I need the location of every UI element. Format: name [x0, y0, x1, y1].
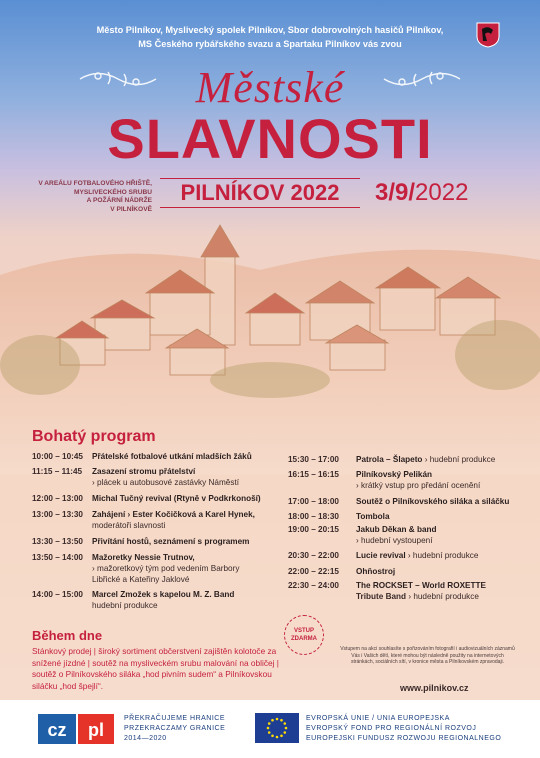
eu-star-icon — [285, 727, 288, 730]
title-slavnosti: SLAVNOSTI — [107, 107, 433, 170]
program-time: 12:00 – 13:00 — [32, 494, 83, 503]
program-event: Mažoretky Nessie Trutnov, — [92, 553, 195, 562]
program-event: Tombola — [356, 512, 390, 521]
eu-star-icon — [283, 722, 286, 725]
program-left-list — [32, 452, 282, 632]
program-event: Zahájení › Ester Kočičková a Karel Hynek, — [92, 510, 255, 519]
program-time: 18:00 – 18:30 — [288, 512, 339, 521]
organizers-line-1: Město Pilníkov, Myslivecký spolek Pilníkov, Sbor dobrovolných hasičů Pilníkov, — [96, 25, 444, 35]
program-event: Patrola – Šlapeto › hudební produkce — [356, 455, 496, 464]
eu-star-icon — [280, 734, 283, 737]
program-event: Lucie revival › hudební produkce — [356, 551, 479, 560]
place-label: PILNÍKOV 2022 — [160, 178, 360, 208]
during-title: Během dne — [32, 628, 103, 643]
program-detail: › hudební produkce — [405, 551, 479, 560]
program-event: Zasazení stromu přátelství — [92, 467, 196, 476]
program-time: 15:30 – 17:00 — [288, 455, 339, 464]
program-time: 16:15 – 16:15 — [288, 470, 339, 479]
program-right-list — [288, 455, 528, 605]
program-detail: › hudební produkce — [422, 455, 496, 464]
date-day-month: 3/9/ — [375, 179, 416, 206]
program-event: Marcel Zmožek s kapelou M. Z. Band — [92, 590, 235, 599]
stamp-line: ZDARMA — [291, 635, 317, 642]
eu-star-icon — [268, 722, 271, 725]
eu-star-icon — [267, 727, 270, 730]
eu-star-icon — [271, 719, 274, 722]
eu-fund-text — [306, 714, 501, 744]
program-time: 19:00 – 20:15 — [288, 525, 339, 534]
program-detail: › plácek u autobusové zastávky Náměstí — [92, 478, 239, 487]
eu-line: EVROPSKÁ UNIE / UNIA EUROPEJSKA — [306, 715, 450, 722]
program-event: Ohňostroj — [356, 567, 396, 576]
eu-flag-icon — [255, 713, 299, 743]
date-year: 2022 — [415, 179, 469, 206]
eu-star-icon — [283, 731, 286, 734]
eu-line: EUROPEJSKI FUNDUSZ ROZWOJU REGIONALNEGO — [306, 735, 502, 742]
eu-star-icon — [276, 736, 279, 739]
program-event: Pilníkovský Pelikán — [356, 470, 433, 479]
consent-text: Vstupem na akci souhlasíte s pořizováním fotografií i audiovizuálních záznamů Vás i Vašich dětí, které mohou být následně použity na internetových stránkách, sociálních sítí, v kronice města a Pilníkovském zpravodaji. — [340, 646, 515, 666]
title-mestske: Městské — [195, 63, 345, 112]
organizers-line-2: MS Českého rybářského svazu a Spartaku Pilníkov vás zvou — [138, 38, 402, 49]
venue-line: A POŽÁRNÍ NÁDRŽE — [86, 197, 152, 204]
program-time: 20:30 – 22:00 — [288, 551, 339, 560]
eu-star-icon — [268, 731, 271, 734]
czpl-line: PRZEKRACZAMY GRANICE — [124, 725, 226, 732]
venue-line: MYSLIVECKÉHO SRUBU — [73, 188, 152, 196]
program-event: The ROCKSET – World ROXETTE — [356, 581, 486, 590]
venue-text — [22, 180, 152, 214]
program-time: 10:00 – 10:45 — [32, 452, 83, 461]
eu-star-icon — [271, 734, 274, 737]
program-detail: moderátoři slavnosti — [92, 521, 166, 530]
eu-line: EVROPSKÝ FOND PRO REGIONÁLNÍ ROZVOJ — [306, 725, 477, 732]
svg-text:pl: pl — [88, 720, 104, 740]
program-detail: › mažoretkový tým pod vedením Barbory — [92, 564, 240, 573]
program-event: Soutěž o Pilníkovského siláka a siláčku — [356, 497, 510, 506]
program-detail: › krátký vstup pro předání ocenění — [356, 481, 481, 490]
program-event: Jakub Děkan & band — [356, 525, 437, 534]
program-event: Michal Tučný revival (Rtyně v Podkrkonoší) — [92, 494, 261, 503]
program-detail: hudební produkce — [92, 601, 158, 610]
program-time: 13:00 – 13:30 — [32, 510, 83, 519]
czpl-logo-icon — [38, 714, 114, 744]
program-time: 13:50 – 14:00 — [32, 553, 83, 562]
program-event: Přátelské fotbalové utkání mladších žáků — [92, 452, 252, 461]
during-text: Stánkový prodej | široký sortiment občerstvení zajištěn kolotoče za snížené jízdné | soutěž na mysliveckém srubu malování na obličej | soutěž o Pilníkovského siláka „hod pivním sudem“ a Pilníkovskou siláčku „hod špejlí“. — [32, 646, 279, 691]
program-time: 22:00 – 22:15 — [288, 567, 339, 576]
program-time: 17:00 – 18:00 — [288, 497, 339, 506]
free-entry-stamp — [284, 615, 324, 655]
czpl-program-text — [124, 714, 225, 744]
program-event: Přivítání hostů, seznámení s programem — [92, 537, 250, 546]
svg-text:cz: cz — [47, 720, 67, 740]
czpl-line: PŘEKRAČUJEME HRANICE — [124, 715, 226, 722]
program-title: Bohatý program — [32, 428, 156, 445]
program-time: 13:30 – 13:50 — [32, 537, 83, 546]
venue-line: V PILNÍKOVĚ — [110, 205, 152, 213]
coat-of-arms-icon — [476, 22, 500, 48]
stamp-line: VSTUP — [293, 628, 314, 634]
footer — [0, 700, 540, 758]
eu-star-icon — [280, 719, 283, 722]
venue-line: V AREÁLU FOTBALOVÉHO HŘIŠTĚ, — [38, 180, 152, 187]
program-time: 11:15 – 11:45 — [32, 467, 83, 476]
eu-star-icon — [276, 718, 279, 721]
program-detail: › hudební vystoupení — [356, 536, 433, 545]
website-link[interactable]: www.pilnikov.cz — [400, 683, 469, 693]
program-detail: Libřické a Kateřiny Jaklové — [92, 575, 190, 584]
organizers-text — [60, 24, 480, 51]
czpl-line: 2014—2020 — [124, 735, 167, 742]
program-detail: Tribute Band › hudební produkce — [356, 592, 479, 601]
program-time: 14:00 – 15:00 — [32, 590, 83, 599]
program-time: 22:30 – 24:00 — [288, 581, 339, 590]
event-date — [375, 178, 468, 208]
